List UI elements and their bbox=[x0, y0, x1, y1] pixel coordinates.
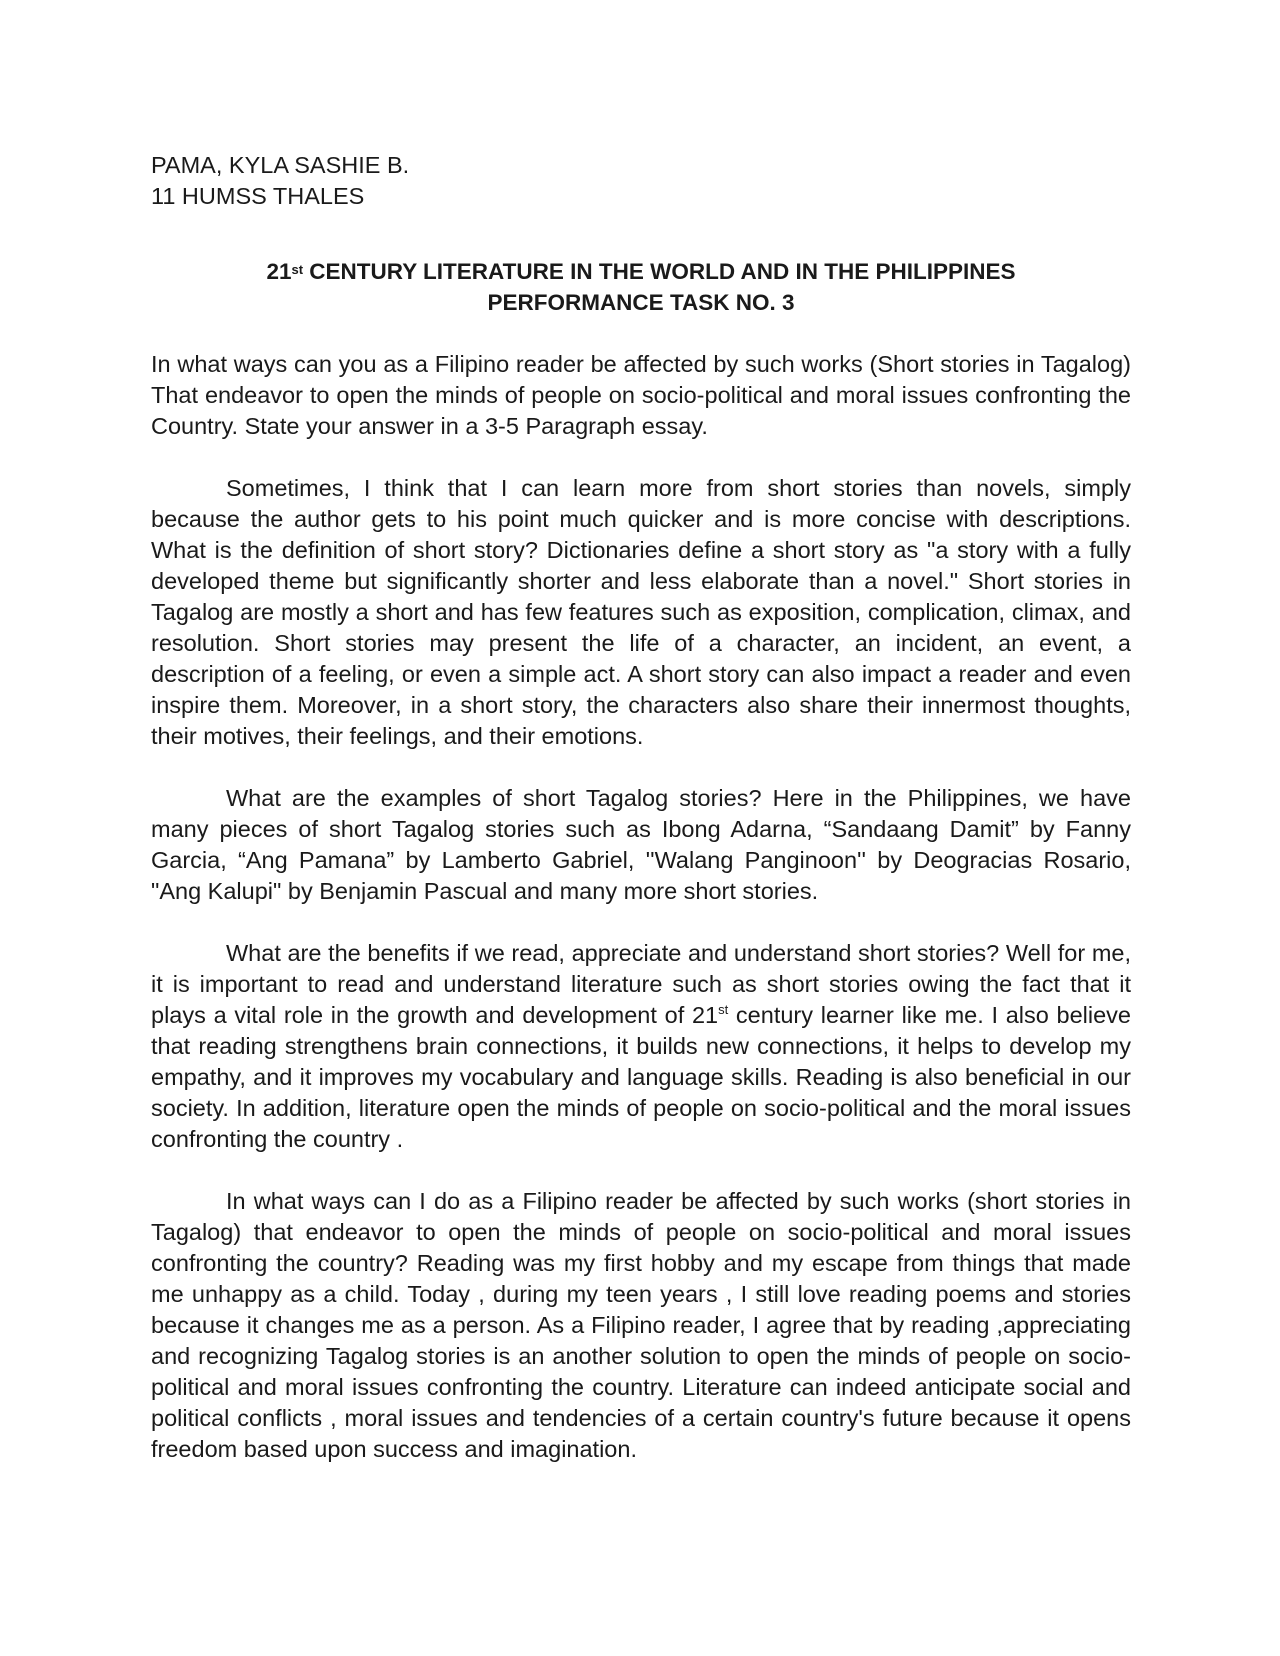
essay-paragraph-2: What are the examples of short Tagalog stories? Here in the Philippines, we have many pieces of short Tagalog stories such as Ibong Adarna, “Sandaang Damit” by Fanny Garcia, “Ang Pamana” by Lamberto Gabriel, ''Walang Panginoon'' by Deogracias Rosario, "Ang Kalupi" by Benjamin Pascual and many more short stories. bbox=[151, 785, 1131, 904]
paragraph-3-part-b: century learner like me. I also believe that reading strengthens brain connections, it builds new connections, it helps to develop my empathy, and it improves my vocabulary and language skills. Reading is also beneficial in our society. In addition, literature open the minds of people on socio-political and the moral issues confronting the country . bbox=[151, 1002, 1132, 1152]
student-section: 11 HUMSS THALES bbox=[151, 183, 365, 209]
document-title bbox=[151, 256, 1131, 318]
student-name: PAMA, KYLA SASHIE B. bbox=[151, 152, 410, 178]
paragraph-3-part-a: What are the benefits if we read, appreciate and understand short stories? Well for me, it is important to read and understand literature such as short stories owing the fact that it plays a vital role in the growth and development of 21 bbox=[151, 940, 1131, 1028]
essay-paragraph-3 bbox=[151, 938, 1131, 1155]
essay-paragraph-1: Sometimes, I think that I can learn more from short stories than novels, simply because the author gets to his point much quicker and is more concise with descriptions. What is the definition of short story? Dictionaries define a short story as "a story with a fully developed theme but significantly shorter and less elaborate than a novel." Short stories in Tagalog are mostly a short and has few features such as exposition, complication, climax, and resolution. Short stories may present the life of a character, an incident, an event, a description of a feeling, or even a simple act. A short story can also impact a reader and even inspire them. Moreover, in a short story, the characters also share their innermost thoughts, their motives, their feelings, and their emotions. bbox=[151, 475, 1131, 749]
title-century-number: 21 bbox=[266, 259, 292, 284]
document-page bbox=[151, 150, 1131, 1465]
title-line-1-text: CENTURY LITERATURE IN THE WORLD AND IN THE PHILIPPINES bbox=[303, 259, 1016, 284]
paragraph-3-superscript: st bbox=[718, 1002, 729, 1018]
essay-prompt: In what ways can you as a Filipino reader be affected by such works (Short stories in Tagalog) That endeavor to open the minds of people on socio-political and moral issues confronting the Country. State your answer in a 3-5 Paragraph essay. bbox=[151, 351, 1131, 439]
title-superscript: st bbox=[291, 262, 304, 277]
essay-paragraph-4: In what ways can I do as a Filipino reader be affected by such works (short stories in Tagalog) that endeavor to open the minds of people on socio-political and moral issues confronting the country? Reading was my first hobby and my escape from things that made me unhappy as a child. Today , during my teen years , I still love reading poems and stories because it changes me as a person. As a Filipino reader, I agree that by reading ,appreciating and recognizing Tagalog stories is an another solution to open the minds of people on socio-political and moral issues confronting the country. Literature can indeed anticipate social and political conflicts , moral issues and tendencies of a certain country's future because it opens freedom based upon success and imagination. bbox=[151, 1188, 1131, 1462]
title-line-2: PERFORMANCE TASK NO. 3 bbox=[487, 290, 795, 315]
title-line-1 bbox=[151, 256, 1131, 287]
